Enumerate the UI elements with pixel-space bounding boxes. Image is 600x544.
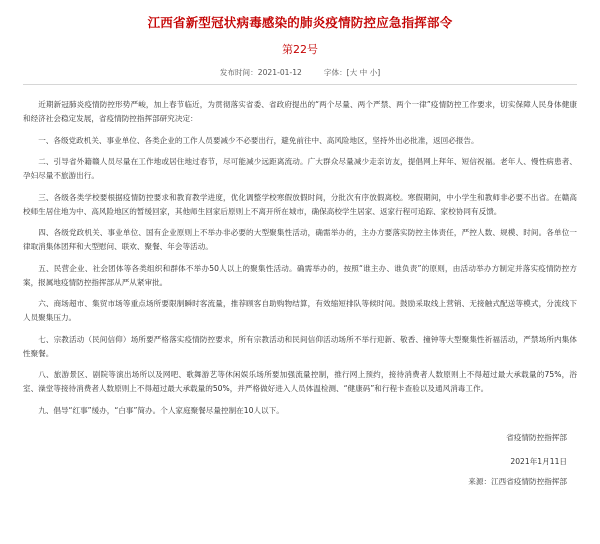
document-meta bbox=[23, 67, 577, 79]
paragraph-3: 三、各级各类学校要根据疫情防控要求和教育教学进度，优化调整学校寒假放假时间，分批次有序放假离校。寒假期间，中小学生和教师非必要不出省。在赣高校师生居住地为中、高风险地区的暂缓回家，其他师生回家后原则上不离开所在城市，确保高校学生居家、返家行程可追踪、家校协同有反馈。 bbox=[23, 192, 577, 216]
document-body bbox=[23, 98, 577, 418]
font-label: 字体： bbox=[323, 68, 347, 77]
paragraph-6: 六、商场超市、集贸市场等重点场所要限制瞬时客流量，推荐顾客自助购物结算，有效缩短排队等候时间。鼓励采取线上营销、无接触式配送等模式，分流线下人员聚集压力。 bbox=[23, 299, 577, 322]
issuer: 省疫情防控指挥部 bbox=[506, 432, 567, 442]
paragraph-2: 二、引导省外籍赣人员尽量在工作地或居住地过春节，尽可能减少远距离流动。广大群众尽量减少走亲访友，提倡网上拜年、短信祝福。老年人、慢性病患者、孕妇尽量不旅游出行。 bbox=[23, 157, 577, 180]
paragraph-8: 八、旅游景区、剧院等演出场所以及网吧、歌舞游艺等休闲娱乐场所要加强流量控制，推行网上预约，接待消费者人数原则上不得超过最大承载量的75%，浴室、澡堂等接待消费者人数原则上不得超过最大承载量的50%，并严格做好进入人员体温检测、“健康码”和行程卡查验以及通风消毒工作。 bbox=[23, 370, 577, 393]
paragraph-1: 一、各级党政机关、事业单位、各类企业的工作人员要减少不必要出行，避免前往中、高风险地区，坚持外出必批准，返回必报告。 bbox=[38, 135, 479, 145]
paragraph-4: 四、各级党政机关、事业单位、国有企业原则上不举办非必要的大型聚集性活动，确需举办的，主办方要落实防控主体责任，严控人数、规模、时间。各单位一律取消集体团拜和大型慰问、联欢、聚餐、年会等活动。 bbox=[23, 228, 577, 251]
document-number: 第22号 bbox=[282, 43, 318, 56]
header-divider bbox=[23, 84, 577, 85]
document-title: 江西省新型冠状病毒感染的肺炎疫情防控应急指挥部令 bbox=[147, 15, 453, 30]
sign-date: 2021年1月11日 bbox=[510, 456, 567, 466]
source-line: 来源：江西省疫情防控指挥部 bbox=[468, 476, 567, 486]
publish-date: 2021-01-12 bbox=[257, 68, 302, 77]
paragraph-7: 七、宗教活动（民间信仰）场所要严格落实疫情防控要求，所有宗教活动和民间信仰活动场所不举行迎新、敬香、撞钟等大型聚集性祈福活动，严禁场所内集体性聚餐。 bbox=[23, 334, 577, 358]
publish-label: 发布时间： bbox=[219, 68, 258, 77]
paragraph-9: 九、倡导“红事”缓办，“白事”简办。个人家庭聚餐尽量控制在10人以下。 bbox=[38, 405, 284, 415]
paragraph-5: 五、民营企业、社会团体等各类组织和群体不举办50人以上的聚集性活动。确需举办的，按照“谁主办、谁负责”的原则，由活动举办方制定并落实疫情防控方案，报属地疫情防控指挥部从严从紧审批。 bbox=[23, 263, 577, 287]
font-size-control[interactable]: [大 中 小] bbox=[346, 68, 381, 77]
paragraph-intro: 近期新冠肺炎疫情防控形势严峻，加上春节临近，为贯彻落实省委、省政府提出的“两个尽量、两个严禁、两个一律”疫情防控工作要求，切实保障人民身体健康和经济社会稳定发展，省疫情防控指挥部研究决定： bbox=[23, 100, 577, 123]
